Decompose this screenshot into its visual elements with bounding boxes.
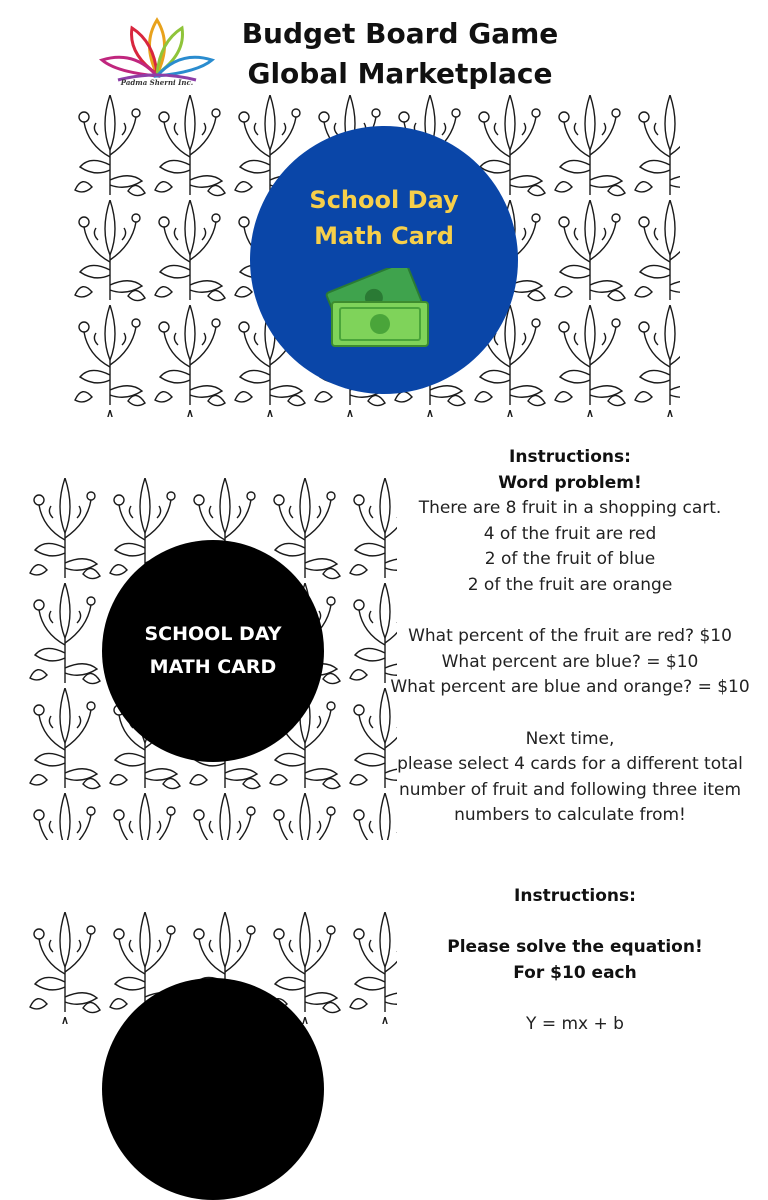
card-1-instructions [380, 445, 760, 829]
footer-line: numbers to calculate from! [454, 805, 686, 826]
card-2-circle [102, 978, 324, 1200]
problem-line: 4 of the fruit are red [483, 523, 657, 544]
solve-equation-label: Please solve the equation! [447, 937, 703, 958]
footer-line: number of fruit and following three item [398, 779, 742, 800]
problem-line: 2 of the fruit are orange [467, 574, 673, 595]
title-line-2: Global Marketplace [247, 57, 553, 90]
footer-line: please select 4 cards for a different total [397, 754, 743, 775]
card-2-instructions [390, 884, 760, 1038]
problem-line: 2 of the fruit of blue [484, 549, 656, 570]
cover-title-line-1: School Day [309, 186, 459, 214]
question-line: What percent of the fruit are red? $10 [408, 626, 732, 647]
cover-title-line-2: Math Card [314, 222, 454, 250]
equation: Y = mx + b [526, 1013, 624, 1034]
instructions-heading: Instructions: [509, 447, 631, 467]
logo-caption: Padma Sherni Inc. [120, 78, 194, 87]
footer-line: Next time, [525, 728, 615, 749]
price-label: For $10 each [513, 962, 637, 983]
question-line: What percent are blue? = $10 [441, 651, 699, 672]
instructions-heading-2: Instructions: [514, 886, 636, 906]
problem-line: There are 8 fruit in a shopping cart. [418, 498, 722, 519]
title-line-1: Budget Board Game [241, 17, 559, 50]
card-1-title-line-2: MATH CARD [149, 656, 277, 678]
money-icon [318, 268, 434, 354]
cover-card-title [250, 182, 518, 254]
page-title [230, 14, 570, 94]
card-1-title [102, 618, 324, 684]
question-line: What percent are blue and orange? = $10 [390, 677, 750, 698]
card-1-title-line-1: SCHOOL DAY [144, 623, 282, 645]
word-problem-label: Word problem! [498, 472, 642, 493]
